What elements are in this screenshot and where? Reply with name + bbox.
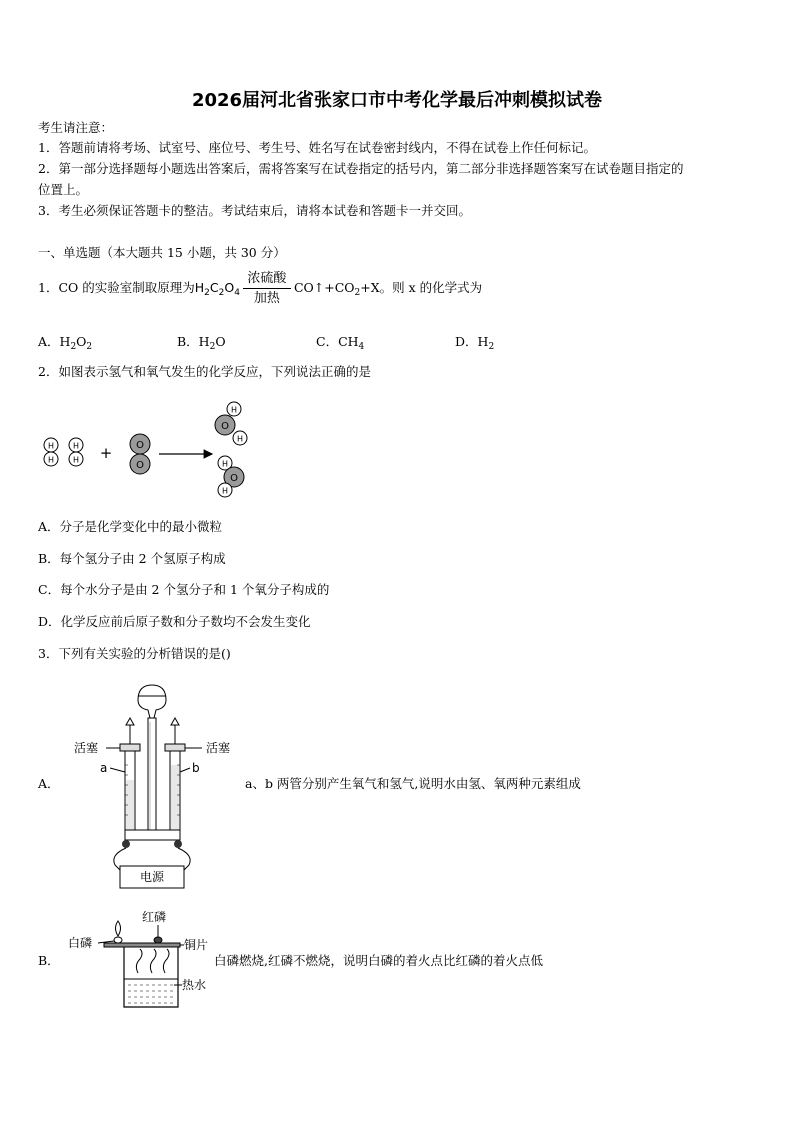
svg-text:H: H [230, 405, 238, 415]
q2-option-d[interactable]: D．化学反应前后原子数和分子数均不会发生变化 [38, 614, 311, 629]
q1-prefix: 1．CO 的实验室制取原理为 [38, 280, 195, 295]
left-valve-label: 活塞 [74, 741, 99, 755]
q2-option-a[interactable]: A．分子是化学变化中的最小微粒 [38, 519, 223, 534]
o2-molecule [130, 434, 150, 474]
svg-text:H: H [72, 455, 80, 465]
q3-option-a-label[interactable]: A． [38, 776, 60, 791]
notice-item-1: 1．答题前请将考场、试室号、座位号、考生号、姓名写在试卷密封线内，不得在试卷上作任何标记。 [38, 140, 596, 155]
right-valve [165, 744, 185, 751]
svg-text:H: H [47, 455, 55, 465]
water-molecule [218, 456, 244, 497]
svg-text:H: H [72, 441, 80, 451]
q3-option-b-text: 白磷燃烧,红磷不燃烧，说明白磷的着火点比红磷的着火点低 [214, 953, 543, 968]
tube-b-label: b [192, 761, 200, 775]
tube-a-label: a [100, 761, 108, 775]
q2-option-b[interactable]: B．每个氢分子由 2 个氢原子构成 [38, 551, 226, 566]
beaker [124, 947, 178, 1007]
power-label: 电源 [139, 870, 165, 884]
svg-text:H: H [221, 486, 229, 496]
red-phosphorus-label: 红磷 [142, 910, 167, 924]
q1-option-a[interactable]: A．$H_2O_2$ [38, 334, 93, 352]
q3-option-b-label[interactable]: B． [38, 953, 60, 968]
q1-option-c[interactable]: C．$CH_4$ [316, 334, 365, 352]
q3-option-a-text: a、b 两管分别产生氧气和氢气,说明水由氢、氧两种元素组成 [245, 776, 581, 791]
svg-text:H: H [221, 459, 229, 469]
q1-option-d[interactable]: D．$H_2$ [455, 334, 495, 352]
notice-item-2: 2．第一部分选择题每小题选出答案后，需将答案写在试卷指定的括号内，第二部分非选择题答案写在试卷题目指定的 [38, 161, 684, 176]
q1-reactant: $H_2C_2O_4$ [194, 280, 240, 298]
question-2-stem: 2．如图表示氢气和氧气发生的化学反应，下列说法正确的是 [38, 364, 371, 379]
section-heading: 一、单选题（本大题共 15 小题，共 30 分） [38, 245, 286, 260]
q1-products: $CO↑+CO_2+X$。则 x 的化学式为 [293, 280, 483, 298]
reaction-condition: $\frac{\text{浓硫酸}}{\text{加热}}$ [243, 270, 291, 307]
electrolysis-apparatus [70, 680, 245, 892]
red-phosphorus [154, 937, 162, 943]
center-tube [148, 718, 156, 830]
right-valve-label: 活塞 [206, 741, 231, 755]
white-phosphorus [114, 937, 122, 943]
white-phosphorus-label: 白磷 [68, 936, 93, 950]
notice-heading: 考生请注意： [38, 120, 114, 135]
svg-text:O: O [230, 473, 238, 484]
copper-plate [104, 943, 180, 947]
svg-text:O: O [136, 440, 144, 451]
question-3-stem: 3．下列有关实验的分析错误的是() [38, 646, 231, 661]
funnel [138, 685, 166, 718]
q1-option-b[interactable]: B．$H_2O$ [177, 334, 226, 352]
svg-text:O: O [221, 421, 229, 432]
h2-molecule [44, 438, 58, 466]
q2-option-c[interactable]: C．每个水分子是由 2 个氢分子和 1 个氧分子构成的 [38, 582, 330, 597]
hot-water-label: 热水 [182, 978, 207, 992]
question-1 [38, 270, 482, 307]
notice-item-3: 3．考生必须保证答题卡的整洁。考试结束后，请将本试卷和答题卡一并交回。 [38, 203, 471, 218]
svg-text:H: H [236, 434, 244, 444]
page-title: 2026届河北省张家口市中考化学最后冲刺模拟试卷 [191, 90, 603, 111]
combustion-apparatus [66, 905, 216, 1015]
reaction-diagram [36, 395, 276, 505]
h2-molecule [69, 438, 83, 466]
svg-text:O: O [136, 460, 144, 471]
left-valve [120, 744, 140, 751]
notice-item-2-cont: 位置上。 [38, 182, 89, 197]
flame [116, 921, 121, 936]
plus-sign: + [99, 444, 113, 462]
svg-text:H: H [47, 441, 55, 451]
copper-plate-label: 铜片 [184, 938, 209, 952]
water-molecule [215, 402, 247, 445]
